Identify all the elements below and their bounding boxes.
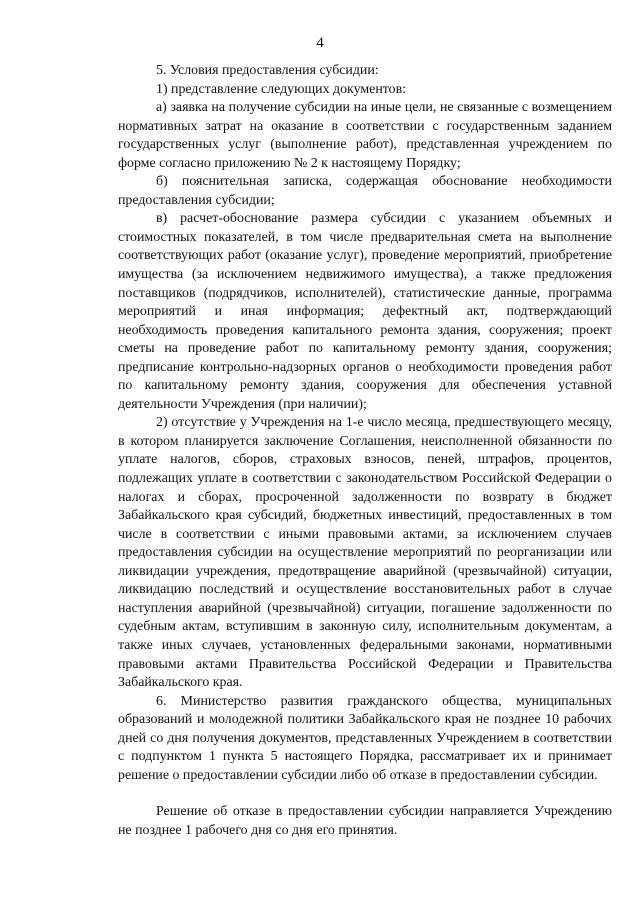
document-item-v: в) расчет-обоснование размера субсидии с указанием объемных и стоимостных показателей, в том числе предварительная смета на выполнение соответствующих работ (оказание услуг), проведение мероприятий, приобретение имущества (за исключением недвижимого имущества), а также предложения поставщиков (подрядчиков, исполнителей), статистические данные, программа мероприятий и иная информация; дефектный акт, подтверждающий необходимость проведения капитального ремонта здания, сооружения; проект сметы на проведение работ по капитальному ремонту здания, сооружения; предписание контрольно-надзорных органов о необходимости проведения работ по капитальному ремонту здания, сооружения для обеспечения уставной деятельности Учреждения (при наличии); bbox=[118, 211, 612, 412]
refusal-paragraph: Решение об отказе в предоставлении субсидии направляется Учреждению не позднее 1 рабочего дня со дня его принятия. bbox=[118, 804, 612, 838]
section-6-paragraph: 6. Министерство развития гражданского общества, муниципальных образований и молодежной политики Забайкальского края не позднее 10 рабочих дней со дня получения документов, представленных Учреждением в соответствии с подпунктом 1 пункта 5 настоящего Порядка, рассматривает их и принимает решение о предоставлении субсидии либо об отказе в предоставлении субсидии. bbox=[118, 693, 612, 783]
section-5-heading: 5. Условия предоставления субсидии: bbox=[156, 63, 379, 78]
condition-2-no-debt: 2) отсутствие у Учреждения на 1-е число месяца, предшествующего месяцу, в котором планируется заключение Соглашения, неисполненной обязанности по уплате налогов, сборов, страховых взносов, пеней, штрафов, процентов, подлежащих уплате в соответствии с законодательством Российской Федерации о налогах и сборах, просроченной задолженности по возврату в бюджет Забайкальского края субсидий, бюджетных инвестиций, предоставленных в том числе в соответствии с иными правовыми актами, за исключением случаев предоставления субсидии на осуществление мероприятий по реорганизации или ликвидации учреждения, предотвращение аварийной (чрезвычайной) ситуации, ликвидацию последствий и осуществление восстановительных работ в случае наступления аварийной (чрезвычайной) ситуации, погашение задолженности по судебным актам, вступившим в законную силу, исполнительным документам, а также иных случаев, установленных федеральными законами, нормативными правовыми актами Правительства Российской Федерации и Правительства Забайкальского края. bbox=[118, 415, 612, 691]
document-body bbox=[118, 62, 612, 840]
document-item-b: б) пояснительная записка, содержащая обоснование необходимости предоставления субсидии; bbox=[118, 174, 612, 208]
document-item-a: а) заявка на получение субсидии на иные цели, не связанные с возмещением нормативных затрат на оказание в соответствии с государственным заданием государственных услуг (выполнение работ), представленная учреждением по форме согласно приложению № 2 к настоящему Порядку; bbox=[118, 100, 612, 171]
page-number: 4 bbox=[316, 35, 324, 51]
condition-1-documents: 1) представление следующих документов: bbox=[156, 81, 407, 97]
